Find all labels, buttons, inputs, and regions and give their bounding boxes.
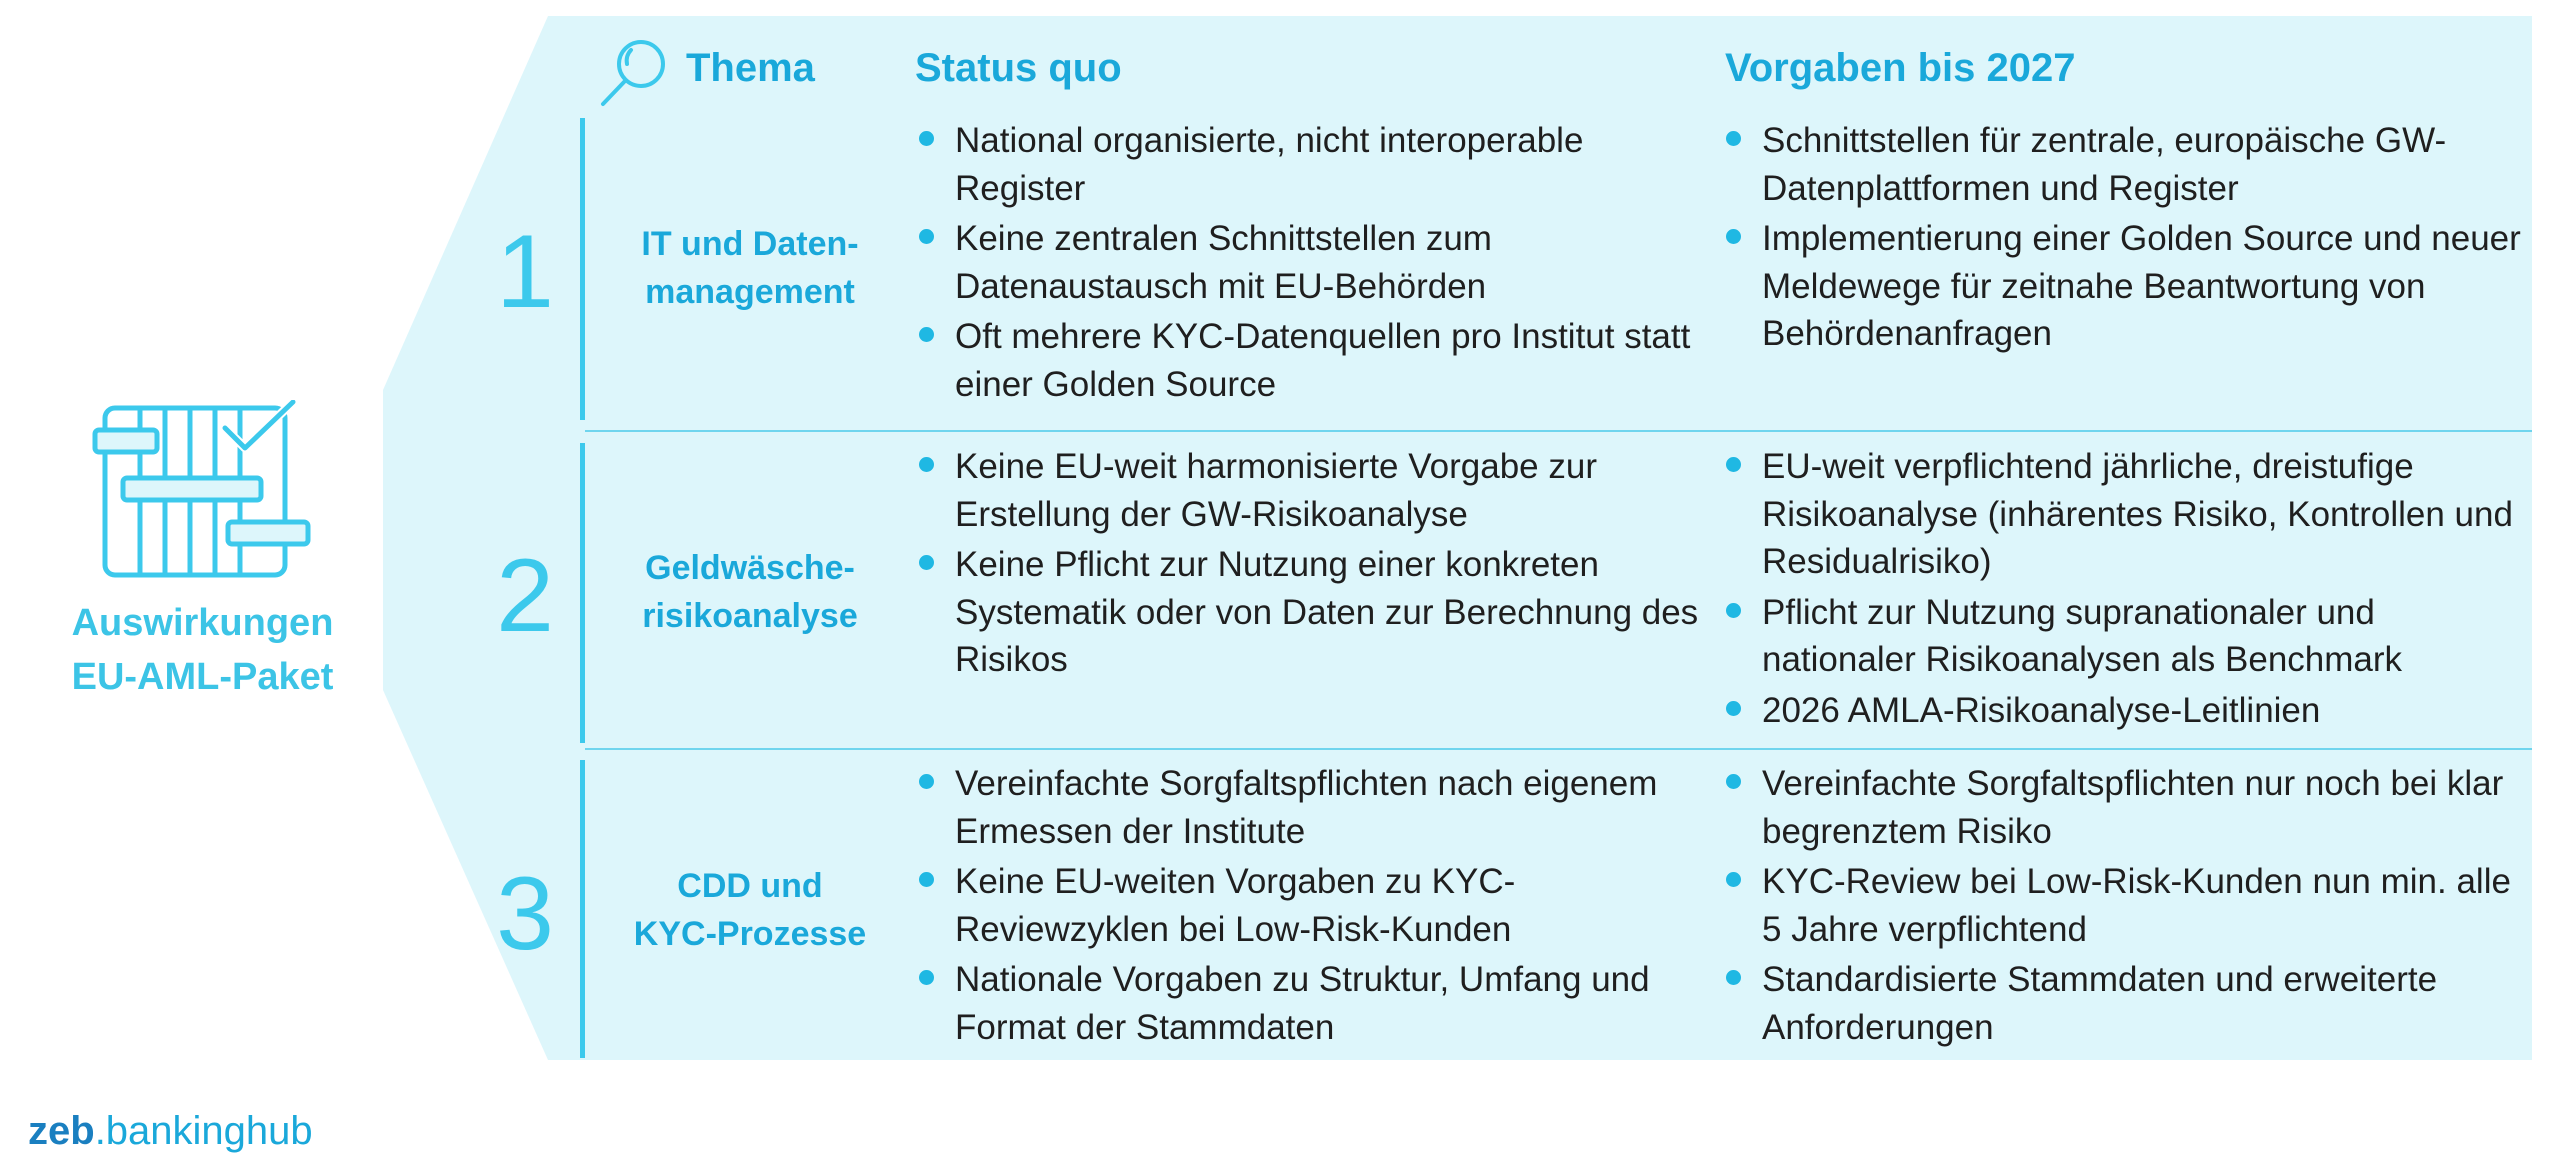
row-topic-2-line2: risikoanalyse [642,597,858,635]
brand-logo [28,1106,313,1156]
row-divider-2 [585,748,2532,750]
column-header-vorgaben: Vorgaben bis 2027 [1725,46,2076,90]
brand-logo-suffix: .bankinghub [94,1109,313,1153]
bullet-icon [919,131,934,146]
list-item: Keine Pflicht zur Nutzung einer konkreten Systematik oder von Daten zur Berechnung des Risikos [915,541,1705,684]
row-divider-1 [585,430,2532,432]
list-item: Keine EU-weiten Vorgaben zu KYC-Reviewzyklen bei Low-Risk-Kunden [915,858,1705,953]
list-item: Pflicht zur Nutzung supranationaler und nationaler Risikoanalysen als Benchmark [1722,589,2527,684]
row-topic-3 [610,862,890,958]
bullet-icon [1726,131,1741,146]
search-icon [595,36,671,112]
diagram-title-line1: Auswirkungen [71,602,334,644]
row-topic-3-line2: KYC-Prozesse [633,915,867,953]
row-2-status-list [915,443,1705,687]
list-item: KYC-Review bei Low-Risk-Kunden nun min. alle 5 Jahre verpflichtend [1722,858,2532,953]
row-topic-3-line1: CDD und [677,867,823,905]
bullet-icon [919,774,934,789]
bullet-icon [919,555,934,570]
list-item: Standardisierte Stammdaten und erweiterte Anforderungen [1722,956,2532,1051]
bullet-icon [1726,603,1741,618]
column-header-status-quo: Status quo [915,46,1122,90]
list-item: National organisierte, nicht interoperable Register [915,117,1705,212]
bullet-icon [919,457,934,472]
bullet-icon [919,327,934,342]
checklist-grid-icon [85,400,315,585]
row-topic-2-line1: Geldwäsche- [645,549,855,587]
bullet-icon [1726,457,1741,472]
list-item: Vereinfachte Sorgfaltspflichten nach eigenem Ermessen der Institute [915,760,1705,855]
row-3-vorgaben-list [1722,760,2532,1054]
bullet-icon [1726,229,1741,244]
list-item: EU-weit verpflichtend jährliche, dreistufige Risikoanalyse (inhärentes Risiko, Kontrollen und Residualrisiko) [1722,443,2527,586]
list-item: Oft mehrere KYC-Datenquellen pro Institut statt einer Golden Source [915,313,1705,408]
row-topic-1 [610,220,890,316]
row-1-vorgaben-list [1722,117,2527,361]
bullet-icon [919,229,934,244]
column-header-thema: Thema [686,46,815,90]
row-number-2: 2 [496,538,554,654]
list-item: Vereinfachte Sorgfaltspflichten nur noch bei klar begrenztem Risiko [1722,760,2532,855]
list-item: Nationale Vorgaben zu Struktur, Umfang und Format der Stammdaten [915,956,1705,1051]
row-topic-1-line1: IT und Daten- [641,225,859,263]
list-item: Keine zentralen Schnittstellen zum Datenaustausch mit EU-Behörden [915,215,1705,310]
row-number-3: 3 [496,856,554,972]
list-item: Implementierung einer Golden Source und neuer Meldewege für zeitnahe Beantwortung von Behördenanfragen [1722,215,2527,358]
bullet-icon [1726,701,1741,716]
diagram-title-line2: EU-AML-Paket [71,656,334,698]
list-item: 2026 AMLA-Risikoanalyse-Leitlinien [1722,687,2527,735]
row-bar-2 [580,443,585,743]
brand-logo-zeb: zeb [28,1109,95,1153]
row-topic-1-line2: management [645,273,855,311]
list-item: Keine EU-weit harmonisierte Vorgabe zur Erstellung der GW-Risikoanalyse [915,443,1705,538]
row-2-vorgaben-list [1722,443,2527,737]
bullet-icon [919,872,934,887]
bullet-icon [1726,774,1741,789]
diagram-title [40,596,365,704]
row-3-status-list [915,760,1705,1054]
row-topic-2 [610,544,890,640]
bullet-icon [919,970,934,985]
bullet-icon [1726,872,1741,887]
row-1-status-list [915,117,1705,411]
bullet-icon [1726,970,1741,985]
row-number-1: 1 [496,214,554,330]
row-bar-1 [580,118,585,420]
row-bar-3 [580,760,585,1058]
list-item: Schnittstellen für zentrale, europäische GW-Datenplattformen und Register [1722,117,2527,212]
